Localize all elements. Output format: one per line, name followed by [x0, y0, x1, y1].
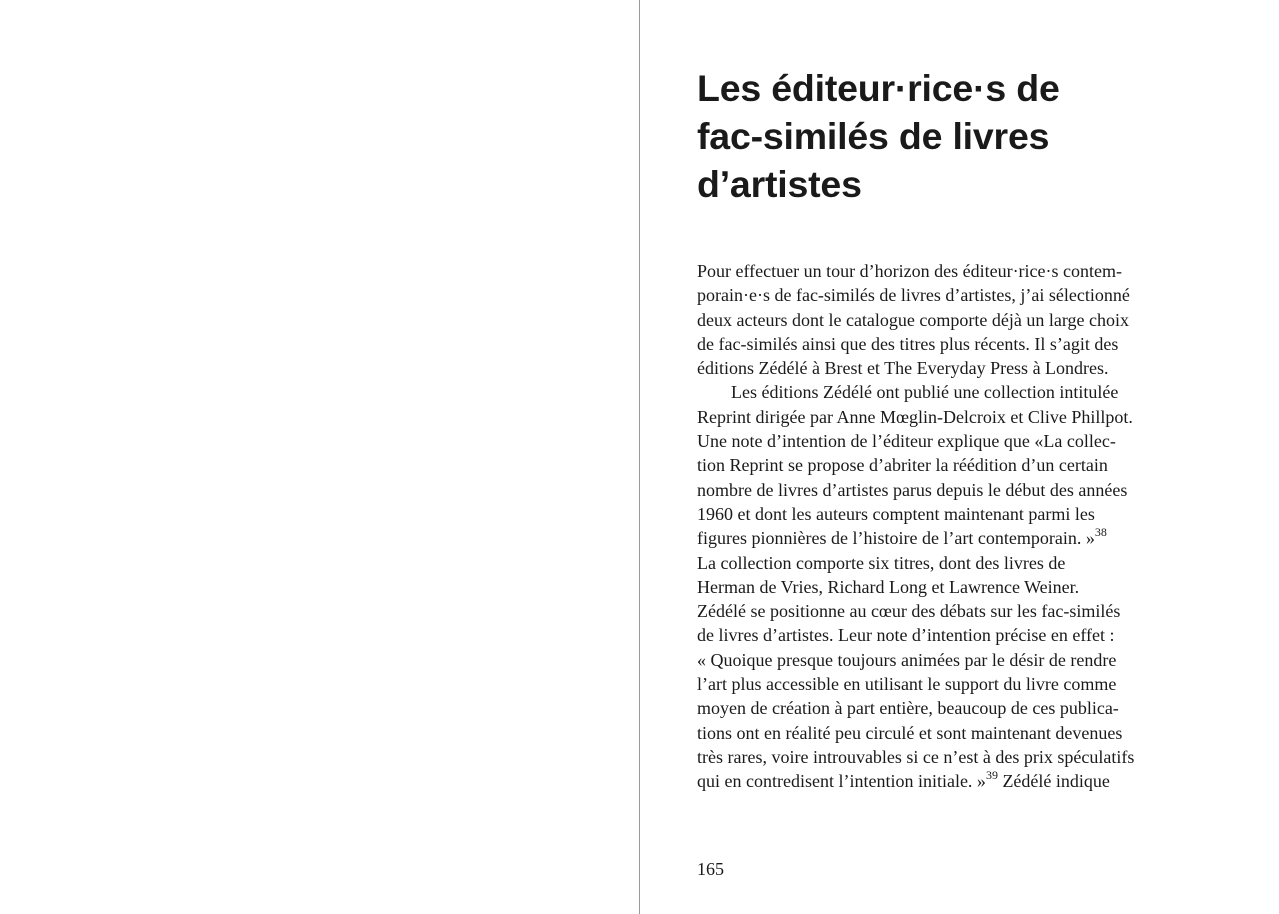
body-line: tion Reprint se propose d’abriter la réédition d’un certain	[697, 455, 1108, 476]
body-line: Pour effectuer un tour d’horizon des éditeur·rice·s contem-	[697, 261, 1123, 281]
body-line: éditions Zédélé à Brest et The Everyday Press à Londres.	[697, 358, 1109, 379]
body-line: Herman de Vries, Richard Long et Lawrence Weiner.	[697, 576, 1080, 597]
body-line: nombre de livres d’artistes parus depuis le début des années	[697, 479, 1128, 500]
body-line: de livres d’artistes. Leur note d’intention précise en effet :	[697, 625, 1115, 646]
body-line: qui en contredisent l’intention initiale. »$^{39}$ Zédélé indique	[697, 768, 1110, 792]
body-line: Une note d’intention de l’éditeur explique que «La collec-	[697, 431, 1116, 452]
body-line-paragraph-start: Les éditions Zédélé ont publié une collection intitulée	[731, 382, 1119, 403]
body-line: Zédélé se positionne au cœur des débats sur les fac-similés	[697, 601, 1121, 622]
body-line: porain·e·s de fac-similés de livres d’artistes, j’ai sélectionné	[697, 285, 1130, 306]
body-line: tions ont en réalité peu circulé et sont maintenant devenues	[697, 722, 1123, 743]
chapter-title-line: d’artistes	[697, 163, 862, 205]
body-line: très rares, voire introuvables si ce n’est à des prix spéculatifs	[697, 746, 1135, 767]
left-page-blank	[0, 0, 639, 914]
body-line: moyen de création à part entière, beaucoup de ces publica-	[697, 698, 1119, 719]
body-line: l’art plus accessible en utilisant le support du livre comme	[697, 674, 1117, 695]
body-line: deux acteurs dont le catalogue comporte déjà un large choix	[697, 309, 1129, 330]
chapter-title-line: Les éditeur·rice·s de	[697, 67, 1060, 109]
body-line: « Quoique presque toujours animées par le désir de rendre	[697, 649, 1117, 670]
footnote-ref-39[interactable]: 39	[985, 768, 998, 783]
body-line: figures pionnières de l’histoire de l’art contemporain. »$^{38}$	[697, 525, 1107, 549]
body-line: La collection comporte six titres, dont des livres de	[697, 552, 1066, 573]
chapter-title	[697, 64, 1217, 208]
chapter-title-line: fac-similés de livres	[697, 115, 1050, 157]
right-page	[640, 0, 1279, 914]
body-line: Reprint dirigée par Anne Mœglin-Delcroix et Clive Phillpot.	[697, 406, 1133, 427]
footnote-ref-38[interactable]: 38	[1094, 525, 1107, 540]
body-line: 1960 et dont les auteurs comptent maintenant parmi les	[697, 503, 1095, 524]
page-number: 165	[697, 859, 724, 879]
body-line: de fac-similés ainsi que des titres plus récents. Il s’agit des	[697, 333, 1119, 354]
body-paragraphs	[697, 259, 1197, 794]
